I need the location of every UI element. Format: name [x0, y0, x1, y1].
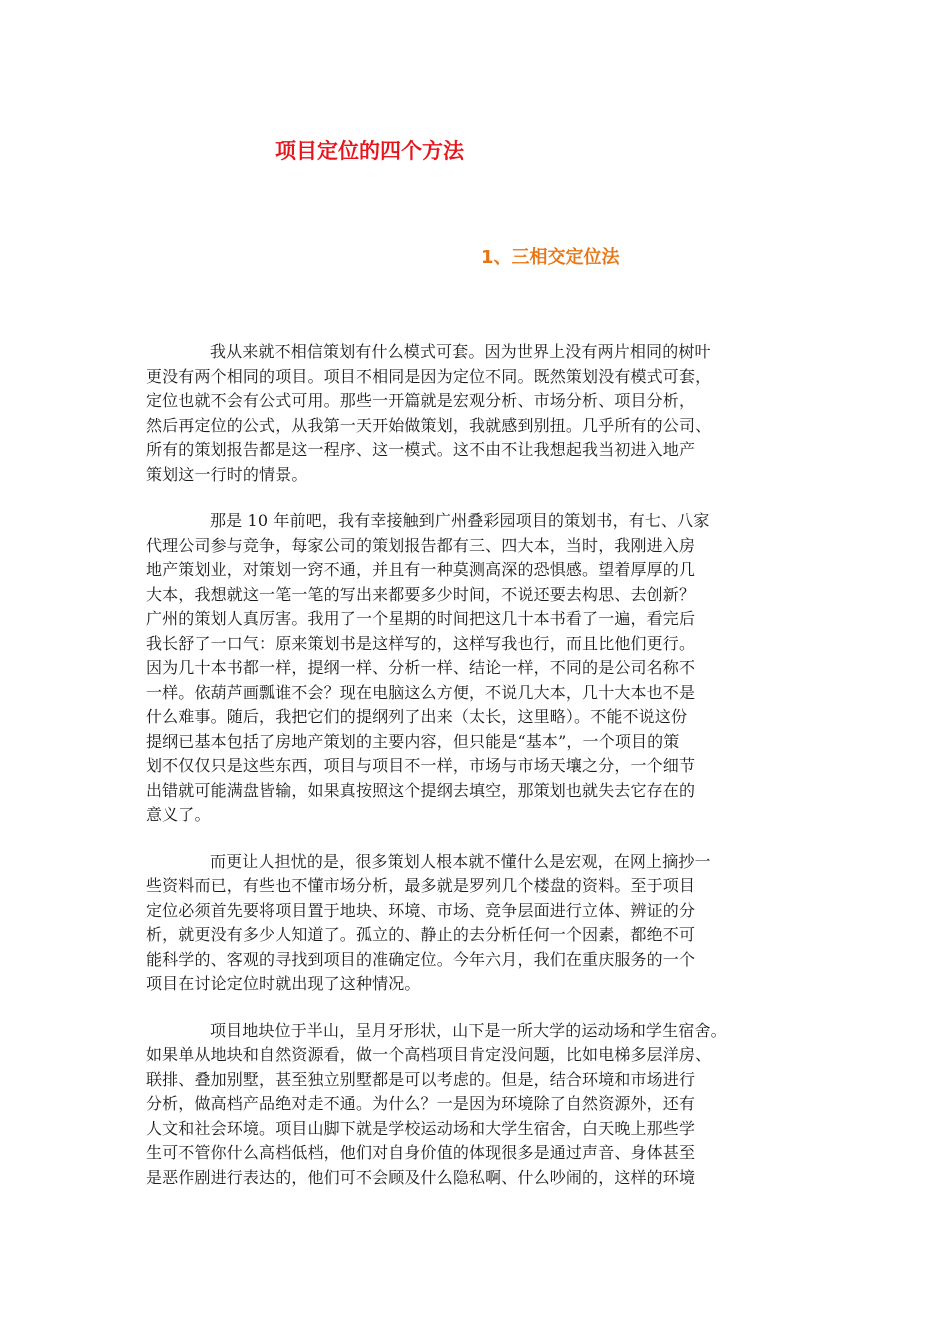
paragraph-line: 我长舒了一口气：原来策划书是这样写的，这样写我也行，而且比他们更行。 — [146, 633, 696, 653]
paragraph-line: 析，就更没有多少人知道了。孤立的、静止的去分析任何一个因素，都绝不可 — [146, 925, 696, 944]
paragraph-line: 而更让人担忧的是，很多策划人根本就不懂什么是宏观，在网上摘抄一 — [210, 851, 711, 871]
paragraph-line: 如果单从地块和自然资源看，做一个高档项目肯定没问题，比如电梯多层洋房、 — [146, 1045, 712, 1064]
paragraph-line: 代理公司参与竞争，每家公司的策划报告都有三、四大本，当时，我刚进入房 — [146, 535, 696, 555]
paragraph-line: 地产策划业，对策划一窍不通，并且有一种莫测高深的恐惧感。望着厚厚的几 — [146, 560, 696, 579]
paragraph-line: 策划这一行时的情景。 — [146, 464, 308, 484]
paragraph — [146, 509, 828, 828]
paragraph-line: 出错就可能满盘皆输，如果真按照这个提纲去填空，那策划也就失去它存在的 — [146, 780, 696, 800]
paragraph-line: 划不仅仅只是这些东西，项目与项目不一样，市场与市场天壤之分，一个细节 — [146, 756, 696, 775]
paragraph-line: 生可不管你什么高档低档，他们对自身价值的体现很多是通过声音、身体甚至 — [146, 1143, 696, 1162]
paragraph-line: 所有的策划报告都是这一程序、这一模式。这不由不让我想起我当初进入地产 — [146, 440, 696, 459]
paragraph-line: 我从来就不相信策划有什么模式可套。因为世界上没有两片相同的树叶 — [210, 342, 711, 361]
paragraph-line: 些资料而已，有些也不懂市场分析，最多就是罗列几个楼盘的资料。至于项目 — [146, 876, 696, 895]
paragraph — [146, 340, 828, 487]
paragraph-line: 项目在讨论定位时就出现了这种情况。 — [146, 974, 421, 993]
paragraph-line: 分析，做高档产品绝对走不通。为什么？一是因为环境除了自然资源外，还有 — [146, 1094, 696, 1113]
paragraph — [146, 850, 828, 997]
paragraph-line: 定位也就不会有公式可用。那些一开篇就是宏观分析、市场分析、项目分析， — [146, 391, 696, 410]
document-body — [146, 340, 828, 1212]
paragraph-line: 因为几十本书都一样，提纲一样、分析一样、结论一样，不同的是公司名称不 — [146, 658, 696, 677]
paragraph-line: 联排、叠加别墅，甚至独立别墅都是可以考虑的。但是，结合环境和市场进行 — [146, 1069, 696, 1089]
paragraph-line: 能科学的、客观的寻找到项目的准确定位。今年六月，我们在重庆服务的一个 — [146, 949, 696, 969]
paragraph-line: 定位必须首先要将项目置于地块、环境、市场、竞争层面进行立体、辨证的分 — [146, 900, 696, 920]
paragraph-line: 意义了。 — [146, 805, 211, 824]
paragraph-line: 那是 10 年前吧，我有幸接触到广州叠彩园项目的策划书，有七、八家 — [210, 511, 710, 530]
paragraph-line: 提纲已基本包括了房地产策划的主要内容，但只能是“基本”，一个项目的策 — [146, 731, 680, 751]
paragraph-line: 大本，我想就这一笔一笔的写出来都要多少时间，不说还要去构思、去创新？ — [146, 584, 696, 604]
paragraph-line: 然后再定位的公式，从我第一天开始做策划，我就感到别扭。几乎所有的公司、 — [146, 415, 712, 435]
paragraph-line: 是恶作剧进行表达的，他们可不会顾及什么隐私啊、什么吵闹的，这样的环境 — [146, 1167, 696, 1187]
paragraph-line: 广州的策划人真厉害。我用了一个星期的时间把这几十本书看了一遍，看完后 — [146, 609, 696, 628]
section-heading: 1、三相交定位法 — [481, 247, 620, 268]
paragraph — [146, 1019, 828, 1191]
paragraph-line: 一样。依葫芦画瓢谁不会？现在电脑这么方便，不说几大本，几十大本也不是 — [146, 682, 696, 702]
paragraph-line: 更没有两个相同的项目。项目不相同是因为定位不同。既然策划没有模式可套， — [146, 366, 712, 386]
paragraph-line: 人文和社会环境。项目山脚下就是学校运动场和大学生宿舍，白天晚上那些学 — [146, 1118, 696, 1138]
paragraph-line: 项目地块位于半山，呈月牙形状，山下是一所大学的运动场和学生宿舍。 — [210, 1020, 727, 1040]
paragraph-line: 什么难事。随后，我把它们的提纲列了出来（太长，这里略）。不能不说这份 — [146, 707, 688, 726]
document-title: 项目定位的四个方法 — [275, 139, 464, 163]
